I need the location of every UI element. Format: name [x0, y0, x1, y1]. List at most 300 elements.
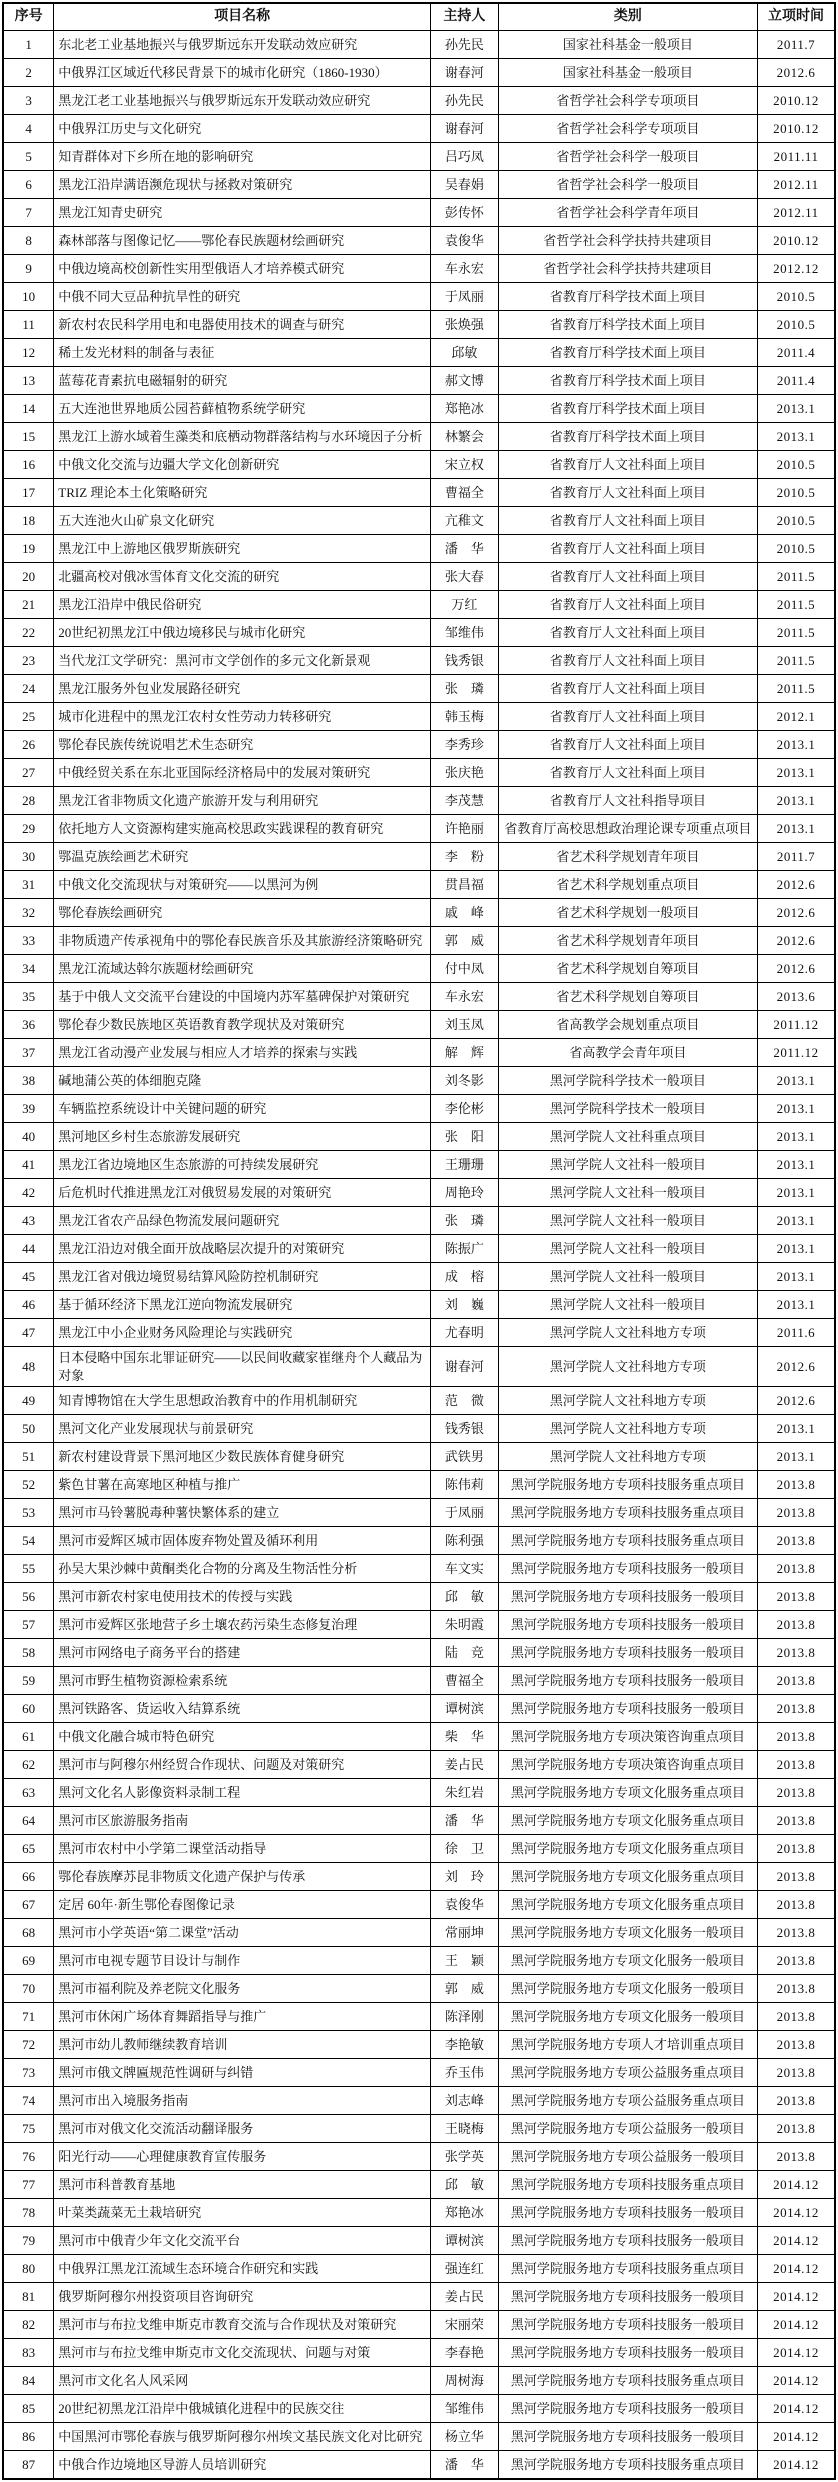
cell-seq: 72 [3, 2031, 54, 2059]
cell-leader: 邱敏 [431, 339, 498, 367]
cell-leader: 于凤丽 [431, 283, 498, 311]
cell-project-name: 五大连池世界地质公园苔藓植物系统学研究 [54, 395, 431, 423]
cell-project-name: 蓝莓花青素抗电磁辐射的研究 [54, 367, 431, 395]
cell-seq: 17 [3, 479, 54, 507]
cell-leader: 李 粉 [431, 843, 498, 871]
cell-project-name: 黑河市科普教育基地 [54, 2171, 431, 2199]
cell-seq: 77 [3, 2171, 54, 2199]
cell-seq: 60 [3, 1695, 54, 1723]
cell-project-name: 五大连池火山矿泉文化研究 [54, 507, 431, 535]
cell-category: 省哲学社会科学专项项目 [498, 115, 758, 143]
cell-project-name: 鄂温克族绘画艺术研究 [54, 843, 431, 871]
cell-date: 2011.7 [758, 31, 835, 59]
cell-leader: 钱秀银 [431, 647, 498, 675]
cell-seq: 26 [3, 731, 54, 759]
table-row [3, 2143, 835, 2171]
cell-seq: 39 [3, 1095, 54, 1123]
cell-date: 2010.5 [758, 479, 835, 507]
cell-project-name: 鄂伦春族摩苏昆非物质文化遗产保护与传承 [54, 1863, 431, 1891]
cell-category: 黑河学院服务地方专项科技服务一般项目 [498, 1695, 758, 1723]
cell-seq: 80 [3, 2255, 54, 2283]
cell-category: 省哲学社会科学青年项目 [498, 199, 758, 227]
cell-project-name: 黑河市与布拉戈维申斯克市教育交流与合作现状及对策研究 [54, 2311, 431, 2339]
cell-leader: 车文实 [431, 1555, 498, 1583]
cell-project-name: 新农村建设背景下黑河地区少数民族体育健身研究 [54, 1443, 431, 1471]
cell-seq: 7 [3, 199, 54, 227]
table-row [3, 2283, 835, 2311]
cell-project-name: 北疆高校对俄冰雪体育文化交流的研究 [54, 563, 431, 591]
cell-category: 省教育厅人文社科面上项目 [498, 507, 758, 535]
cell-seq: 46 [3, 1291, 54, 1319]
cell-leader: 张 阳 [431, 1123, 498, 1151]
cell-leader: 于凤丽 [431, 1499, 498, 1527]
cell-date: 2012.6 [758, 927, 835, 955]
table-row [3, 255, 835, 283]
cell-project-name: 黑河市新农村家电使用技术的传授与实践 [54, 1583, 431, 1611]
cell-date: 2014.12 [758, 2367, 835, 2395]
table-row [3, 2031, 835, 2059]
cell-date: 2013.8 [758, 1583, 835, 1611]
table-row [3, 59, 835, 87]
table-row [3, 1527, 835, 1555]
cell-date: 2013.8 [758, 1527, 835, 1555]
cell-seq: 73 [3, 2059, 54, 2087]
cell-category: 省教育厅人文社科面上项目 [498, 591, 758, 619]
table-row [3, 2395, 835, 2423]
cell-category: 国家社科基金一般项目 [498, 31, 758, 59]
cell-project-name: 依托地方人文资源构建实施高校思政实践课程的教育研究 [54, 815, 431, 843]
table-row [3, 2311, 835, 2339]
cell-leader: 解 辉 [431, 1039, 498, 1067]
cell-leader: 许艳丽 [431, 815, 498, 843]
cell-seq: 53 [3, 1499, 54, 1527]
table-row [3, 1947, 835, 1975]
cell-leader: 陈泽刚 [431, 2003, 498, 2031]
cell-date: 2011.12 [758, 1039, 835, 1067]
cell-category: 黑河学院服务地方专项科技服务一般项目 [498, 2199, 758, 2227]
header-seq: 序号 [3, 3, 54, 31]
table-row [3, 1387, 835, 1415]
cell-seq: 37 [3, 1039, 54, 1067]
table-row [3, 563, 835, 591]
cell-seq: 28 [3, 787, 54, 815]
table-row [3, 451, 835, 479]
cell-seq: 68 [3, 1919, 54, 1947]
cell-seq: 62 [3, 1751, 54, 1779]
cell-category: 黑河学院服务地方专项科技服务重点项目 [498, 2451, 758, 2480]
cell-leader: 韩玉梅 [431, 703, 498, 731]
cell-project-name: 中俄界江黑龙江流域生态环境合作研究和实践 [54, 2255, 431, 2283]
table-row [3, 675, 835, 703]
cell-seq: 13 [3, 367, 54, 395]
cell-leader: 李茂慧 [431, 787, 498, 815]
cell-leader: 邹维伟 [431, 619, 498, 647]
cell-category: 黑河学院人文社科一般项目 [498, 1179, 758, 1207]
cell-project-name: 黑龙江沿边对俄全面开放战略层次提升的对策研究 [54, 1235, 431, 1263]
cell-leader: 常丽坤 [431, 1919, 498, 1947]
cell-project-name: 黑河市爱辉区张地营子乡土壤农药污染生态修复治理 [54, 1611, 431, 1639]
cell-date: 2013.1 [758, 1415, 835, 1443]
cell-category: 黑河学院服务地方专项科技服务重点项目 [498, 2171, 758, 2199]
cell-project-name: 后危机时代推进黑龙江对俄贸易发展的对策研究 [54, 1179, 431, 1207]
table-row [3, 171, 835, 199]
table-row [3, 619, 835, 647]
cell-category: 黑河学院服务地方专项决策咨询重点项目 [498, 1751, 758, 1779]
cell-project-name: 黑河文化产业发展现状与前景研究 [54, 1415, 431, 1443]
cell-project-name: 叶菜类蔬菜无土栽培研究 [54, 2199, 431, 2227]
table-row [3, 1179, 835, 1207]
cell-date: 2013.6 [758, 983, 835, 1011]
header-title: 项目名称 [54, 3, 431, 31]
cell-leader: 尤春明 [431, 1319, 498, 1347]
cell-project-name: 城市化进程中的黑龙江农村女性劳动力转移研究 [54, 703, 431, 731]
cell-date: 2013.8 [758, 1723, 835, 1751]
cell-date: 2011.12 [758, 1011, 835, 1039]
cell-category: 黑河学院科学技术一般项目 [498, 1067, 758, 1095]
cell-leader: 吕巧凤 [431, 143, 498, 171]
table-row [3, 507, 835, 535]
cell-project-name: 碱地蒲公英的体细胞克隆 [54, 1067, 431, 1095]
cell-date: 2010.12 [758, 227, 835, 255]
cell-category: 省艺术科学规划一般项目 [498, 899, 758, 927]
cell-category: 省教育厅人文社科面上项目 [498, 563, 758, 591]
table-row [3, 227, 835, 255]
table-row [3, 1235, 835, 1263]
cell-project-name: 中俄界江区域近代移民背景下的城市化研究（1860-1930） [54, 59, 431, 87]
table-row [3, 1779, 835, 1807]
cell-project-name: 20世纪初黑龙江沿岸中俄城镇化进程中的民族交往 [54, 2395, 431, 2423]
cell-category: 黑河学院服务地方专项公益服务一般项目 [498, 2143, 758, 2171]
cell-category: 黑河学院人文社科一般项目 [498, 1235, 758, 1263]
cell-seq: 58 [3, 1639, 54, 1667]
cell-category: 省艺术科学规划青年项目 [498, 927, 758, 955]
cell-project-name: 鄂伦春少数民族地区英语教育教学现状及对策研究 [54, 1011, 431, 1039]
cell-date: 2011.4 [758, 367, 835, 395]
header-category: 类别 [498, 3, 758, 31]
table-row [3, 1207, 835, 1235]
cell-category: 黑河学院服务地方专项科技服务一般项目 [498, 1611, 758, 1639]
cell-seq: 57 [3, 1611, 54, 1639]
table-row [3, 2059, 835, 2087]
cell-category: 省教育厅科学技术面上项目 [498, 395, 758, 423]
cell-seq: 64 [3, 1807, 54, 1835]
cell-seq: 22 [3, 619, 54, 647]
cell-project-name: TRIZ 理论本土化策略研究 [54, 479, 431, 507]
cell-category: 黑河学院服务地方专项科技服务重点项目 [498, 2255, 758, 2283]
cell-seq: 14 [3, 395, 54, 423]
cell-seq: 38 [3, 1067, 54, 1095]
cell-date: 2011.5 [758, 675, 835, 703]
cell-date: 2013.1 [758, 1123, 835, 1151]
cell-seq: 83 [3, 2339, 54, 2367]
cell-leader: 王 颖 [431, 1947, 498, 1975]
cell-seq: 76 [3, 2143, 54, 2171]
table-body [3, 31, 835, 2480]
cell-leader: 袁俊华 [431, 227, 498, 255]
table-row [3, 2227, 835, 2255]
table-row [3, 955, 835, 983]
cell-project-name: 中俄文化融合城市特色研究 [54, 1723, 431, 1751]
cell-date: 2011.7 [758, 843, 835, 871]
cell-project-name: 黑河市对俄文化交流活动翻译服务 [54, 2115, 431, 2143]
cell-date: 2012.6 [758, 59, 835, 87]
cell-category: 省艺术科学规划自筹项目 [498, 955, 758, 983]
cell-leader: 钱秀银 [431, 1415, 498, 1443]
cell-leader: 郭 威 [431, 927, 498, 955]
cell-date: 2013.8 [758, 1947, 835, 1975]
projects-table [2, 2, 836, 2480]
cell-category: 省高教学会青年项目 [498, 1039, 758, 1067]
table-row [3, 1011, 835, 1039]
cell-leader: 乔玉伟 [431, 2059, 498, 2087]
table-row [3, 199, 835, 227]
table-row [3, 1039, 835, 1067]
cell-date: 2014.12 [758, 2451, 835, 2480]
table-row [3, 1123, 835, 1151]
cell-category: 省教育厅科学技术面上项目 [498, 367, 758, 395]
cell-category: 黑河学院服务地方专项科技服务一般项目 [498, 2339, 758, 2367]
table-row [3, 1291, 835, 1319]
cell-date: 2013.1 [758, 1207, 835, 1235]
table-row [3, 2199, 835, 2227]
cell-seq: 56 [3, 1583, 54, 1611]
cell-project-name: 黑河铁路客、货运收入结算系统 [54, 1695, 431, 1723]
cell-seq: 87 [3, 2451, 54, 2480]
cell-seq: 82 [3, 2311, 54, 2339]
cell-seq: 43 [3, 1207, 54, 1235]
cell-seq: 67 [3, 1891, 54, 1919]
cell-date: 2014.12 [758, 2227, 835, 2255]
cell-date: 2013.1 [758, 423, 835, 451]
cell-date: 2013.1 [758, 1235, 835, 1263]
cell-date: 2013.8 [758, 1555, 835, 1583]
table-row [3, 31, 835, 59]
cell-seq: 54 [3, 1527, 54, 1555]
cell-project-name: 车辆监控系统设计中关键问题的研究 [54, 1095, 431, 1123]
cell-project-name: 黑龙江省非物质文化遗产旅游开发与利用研究 [54, 787, 431, 815]
cell-leader: 姜占民 [431, 1751, 498, 1779]
cell-category: 省教育厅人文社科面上项目 [498, 535, 758, 563]
table-row [3, 1347, 835, 1387]
cell-leader: 林繁会 [431, 423, 498, 451]
cell-leader: 潘 华 [431, 2451, 498, 2480]
cell-date: 2014.12 [758, 2339, 835, 2367]
cell-seq: 34 [3, 955, 54, 983]
cell-category: 黑河学院服务地方专项科技服务一般项目 [498, 2283, 758, 2311]
table-row [3, 479, 835, 507]
table-row [3, 1611, 835, 1639]
cell-category: 黑河学院服务地方专项公益服务重点项目 [498, 2087, 758, 2115]
cell-project-name: 黑河市野生植物资源检索系统 [54, 1667, 431, 1695]
cell-date: 2012.6 [758, 1387, 835, 1415]
header-date: 立项时间 [758, 3, 835, 31]
table-row [3, 2423, 835, 2451]
cell-leader: 王珊珊 [431, 1151, 498, 1179]
cell-seq: 21 [3, 591, 54, 619]
cell-date: 2014.12 [758, 2199, 835, 2227]
cell-project-name: 东北老工业基地振兴与俄罗斯远东开发联动效应研究 [54, 31, 431, 59]
table-row [3, 899, 835, 927]
table-row [3, 2003, 835, 2031]
cell-date: 2012.12 [758, 255, 835, 283]
cell-project-name: 孙吴大果沙棘中黄酮类化合物的分离及生物活性分析 [54, 1555, 431, 1583]
cell-project-name: 黑龙江中上游地区俄罗斯族研究 [54, 535, 431, 563]
cell-date: 2012.6 [758, 871, 835, 899]
cell-category: 黑河学院服务地方专项科技服务一般项目 [498, 1583, 758, 1611]
cell-project-name: 黑河市区旅游服务指南 [54, 1807, 431, 1835]
cell-project-name: 黑河市幼儿教师继续教育培训 [54, 2031, 431, 2059]
cell-seq: 35 [3, 983, 54, 1011]
cell-seq: 55 [3, 1555, 54, 1583]
table-row [3, 983, 835, 1011]
cell-category: 省教育厅科学技术面上项目 [498, 339, 758, 367]
cell-leader: 付中凤 [431, 955, 498, 983]
cell-leader: 彭传怀 [431, 199, 498, 227]
cell-leader: 陈利强 [431, 1527, 498, 1555]
cell-leader: 张庆艳 [431, 759, 498, 787]
cell-seq: 49 [3, 1387, 54, 1415]
cell-category: 黑河学院服务地方专项科技服务一般项目 [498, 2395, 758, 2423]
cell-seq: 79 [3, 2227, 54, 2255]
cell-category: 省教育厅人文社科面上项目 [498, 703, 758, 731]
cell-category: 省教育厅高校思想政治理论课专项重点项目 [498, 815, 758, 843]
cell-date: 2013.8 [758, 1667, 835, 1695]
cell-project-name: 黑龙江省对俄边境贸易结算风险防控机制研究 [54, 1263, 431, 1291]
cell-leader: 张 璘 [431, 675, 498, 703]
cell-date: 2011.5 [758, 647, 835, 675]
cell-seq: 65 [3, 1835, 54, 1863]
cell-project-name: 中俄边境高校创新性实用型俄语人才培养模式研究 [54, 255, 431, 283]
cell-leader: 袁俊华 [431, 1891, 498, 1919]
cell-category: 省哲学社会科学扶持共建项目 [498, 255, 758, 283]
table-row [3, 1151, 835, 1179]
cell-date: 2013.8 [758, 1779, 835, 1807]
cell-seq: 32 [3, 899, 54, 927]
table-row [3, 1975, 835, 2003]
table-row [3, 591, 835, 619]
cell-date: 2013.8 [758, 1835, 835, 1863]
cell-date: 2013.1 [758, 1067, 835, 1095]
cell-date: 2013.1 [758, 759, 835, 787]
cell-project-name: 森林部落与图像记忆——鄂伦春民族题材绘画研究 [54, 227, 431, 255]
cell-category: 黑河学院服务地方专项文化服务重点项目 [498, 1891, 758, 1919]
table-row [3, 1067, 835, 1095]
cell-seq: 85 [3, 2395, 54, 2423]
cell-category: 黑河学院服务地方专项文化服务一般项目 [498, 1919, 758, 1947]
cell-leader: 李春艳 [431, 2339, 498, 2367]
table-row [3, 2451, 835, 2480]
cell-leader: 姜占民 [431, 2283, 498, 2311]
cell-date: 2013.1 [758, 395, 835, 423]
cell-seq: 27 [3, 759, 54, 787]
cell-category: 省哲学社会科学一般项目 [498, 171, 758, 199]
cell-date: 2013.8 [758, 2059, 835, 2087]
cell-category: 黑河学院服务地方专项文化服务重点项目 [498, 1835, 758, 1863]
cell-leader: 范 微 [431, 1387, 498, 1415]
cell-category: 省教育厅人文社科指导项目 [498, 787, 758, 815]
table-row [3, 2171, 835, 2199]
cell-leader: 周树海 [431, 2367, 498, 2395]
cell-seq: 33 [3, 927, 54, 955]
table-row [3, 2339, 835, 2367]
cell-date: 2010.12 [758, 87, 835, 115]
cell-leader: 曹福全 [431, 479, 498, 507]
cell-date: 2012.11 [758, 199, 835, 227]
cell-date: 2010.5 [758, 535, 835, 563]
table-row [3, 339, 835, 367]
cell-date: 2014.12 [758, 2255, 835, 2283]
cell-category: 省高教学会规划重点项目 [498, 1011, 758, 1039]
cell-project-name: 紫色甘薯在高寒地区种植与推广 [54, 1471, 431, 1499]
cell-category: 省哲学社会科学扶持共建项目 [498, 227, 758, 255]
cell-category: 黑河学院人文社科一般项目 [498, 1291, 758, 1319]
cell-leader: 武铁男 [431, 1443, 498, 1471]
cell-category: 黑河学院科学技术一般项目 [498, 1095, 758, 1123]
cell-leader: 郑艳冰 [431, 395, 498, 423]
cell-leader: 潘 华 [431, 535, 498, 563]
cell-leader: 王晓梅 [431, 2115, 498, 2143]
cell-seq: 48 [3, 1347, 54, 1387]
cell-category: 黑河学院服务地方专项科技服务一般项目 [498, 2423, 758, 2451]
cell-project-name: 黑河市福利院及养老院文化服务 [54, 1975, 431, 2003]
cell-seq: 45 [3, 1263, 54, 1291]
cell-project-name: 黑龙江省动漫产业发展与相应人才培养的探索与实践 [54, 1039, 431, 1067]
cell-project-name: 黑河市中俄青少年文化交流平台 [54, 2227, 431, 2255]
cell-seq: 71 [3, 2003, 54, 2031]
table-row [3, 2087, 835, 2115]
cell-seq: 31 [3, 871, 54, 899]
cell-seq: 75 [3, 2115, 54, 2143]
cell-date: 2013.1 [758, 1095, 835, 1123]
cell-project-name: 黑河文化名人影像资料录制工程 [54, 1779, 431, 1807]
cell-leader: 李伦彬 [431, 1095, 498, 1123]
cell-date: 2011.5 [758, 591, 835, 619]
cell-leader: 宋立权 [431, 451, 498, 479]
cell-date: 2012.6 [758, 955, 835, 983]
cell-date: 2013.8 [758, 2031, 835, 2059]
table-header-row [3, 3, 835, 31]
table-row [3, 703, 835, 731]
cell-project-name: 黑河市农村中小学第二课堂活动指导 [54, 1835, 431, 1863]
cell-project-name: 日本侵略中国东北罪证研究——以民间收藏家崔继舟个人藏品为对象 [54, 1347, 431, 1387]
cell-project-name: 鄂伦春民族传统说唱艺术生态研究 [54, 731, 431, 759]
cell-project-name: 中俄经贸关系在东北亚国际经济格局中的发展对策研究 [54, 759, 431, 787]
cell-date: 2010.5 [758, 507, 835, 535]
table-row [3, 87, 835, 115]
table-row [3, 927, 835, 955]
cell-category: 省哲学社会科学一般项目 [498, 143, 758, 171]
cell-project-name: 黑龙江流域达斡尔族题材绘画研究 [54, 955, 431, 983]
cell-category: 黑河学院服务地方专项科技服务重点项目 [498, 2367, 758, 2395]
cell-leader: 邹维伟 [431, 2395, 498, 2423]
cell-category: 省教育厅人文社科面上项目 [498, 647, 758, 675]
cell-leader: 张 璘 [431, 1207, 498, 1235]
cell-leader: 周艳玲 [431, 1179, 498, 1207]
cell-date: 2014.12 [758, 2283, 835, 2311]
table-row [3, 647, 835, 675]
cell-date: 2014.12 [758, 2311, 835, 2339]
cell-project-name: 黑河市电视专题节目设计与制作 [54, 1947, 431, 1975]
cell-project-name: 黑河市出入境服务指南 [54, 2087, 431, 2115]
table-row [3, 1263, 835, 1291]
cell-category: 黑河学院服务地方专项科技服务重点项目 [498, 1527, 758, 1555]
cell-project-name: 黑河市文化名人风采网 [54, 2367, 431, 2395]
cell-project-name: 黑河地区乡村生态旅游发展研究 [54, 1123, 431, 1151]
cell-leader: 车永宏 [431, 255, 498, 283]
cell-project-name: 中俄合作边境地区导游人员培训研究 [54, 2451, 431, 2480]
cell-project-name: 黑河市网络电子商务平台的搭建 [54, 1639, 431, 1667]
table-row [3, 787, 835, 815]
